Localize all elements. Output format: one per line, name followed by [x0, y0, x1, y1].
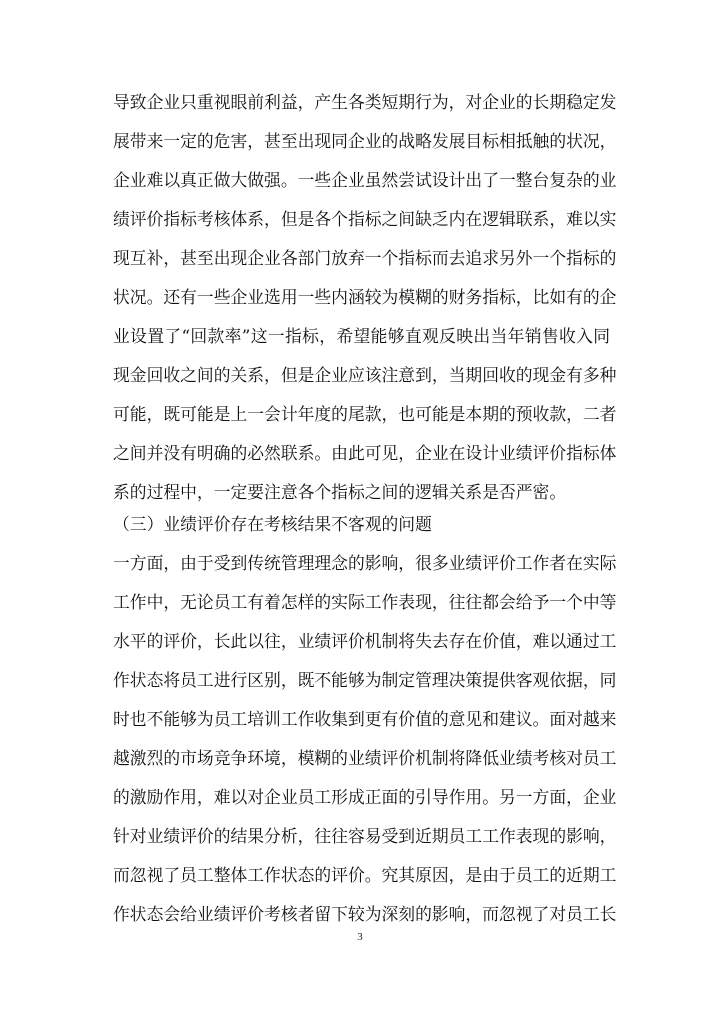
text-line: 的激励作用，难以对企业员工形成正面的引导作用。另一方面，企业: [113, 787, 617, 807]
text-line: 越激烈的市场竞争环境，模糊的业绩评价机制将降低业绩考核对员工: [113, 748, 617, 768]
text-line: 可能，既可能是上一会计年度的尾款，也可能是本期的预收款，二者: [113, 404, 617, 424]
text-line: 而忽视了员工整体工作状态的评价。究其原因，是由于员工的近期工: [113, 865, 617, 885]
page-number: 3: [357, 931, 363, 943]
text-line: 状况。还有一些企业选用一些内涵较为模糊的财务指标，比如有的企: [113, 287, 617, 307]
text-line: 系的过程中，一定要注意各个指标之间的逻辑关系是否严密。: [113, 482, 567, 502]
section-heading: （三）业绩评价存在考核结果不客观的问题: [113, 514, 432, 534]
text-line: 展带来一定的危害，甚至出现同企业的战略发展目标相抵触的状况，: [113, 131, 617, 151]
text-line: 作状态将员工进行区别，既不能够为制定管理决策提供客观依据，同: [113, 670, 617, 690]
text-line: 水平的评价，长此以往，业绩评价机制将失去存在价值，难以通过工: [113, 631, 617, 651]
text-line: 绩评价指标考核体系，但是各个指标之间缺乏内在逻辑联系，难以实: [113, 209, 617, 229]
text-line: 时也不能够为员工培训工作收集到更有价值的意见和建议。面对越来: [113, 709, 617, 729]
text-line: 作状态会给业绩评价考核者留下较为深刻的影响，而忽视了对员工长: [113, 904, 617, 924]
text-line: 企业难以真正做大做强。一些企业虽然尝试设计出了一整台复杂的业: [113, 170, 617, 190]
text-line: 现互补，甚至出现企业各部门放弃一个指标而去追求另外一个指标的: [113, 248, 617, 268]
text-line: 导致企业只重视眼前利益，产生各类短期行为，对企业的长期稳定发: [113, 92, 617, 112]
text-line: 之间并没有明确的必然联系。由此可见，企业在设计业绩评价指标体: [113, 443, 617, 463]
text-line: 工作中，无论员工有着怎样的实际工作表现，往往都会给予一个中等: [113, 592, 617, 612]
text-line: 针对业绩评价的结果分析，往往容易受到近期员工工作表现的影响，: [113, 826, 617, 846]
text-line: 业设置了“回款率”这一指标，希望能够直观反映出当年销售收入同: [113, 326, 610, 346]
text-line: 一方面，由于受到传统管理理念的影响，很多业绩评价工作者在实际: [113, 553, 617, 573]
text-line: 现金回收之间的关系，但是企业应该注意到，当期回收的现金有多种: [113, 365, 617, 385]
